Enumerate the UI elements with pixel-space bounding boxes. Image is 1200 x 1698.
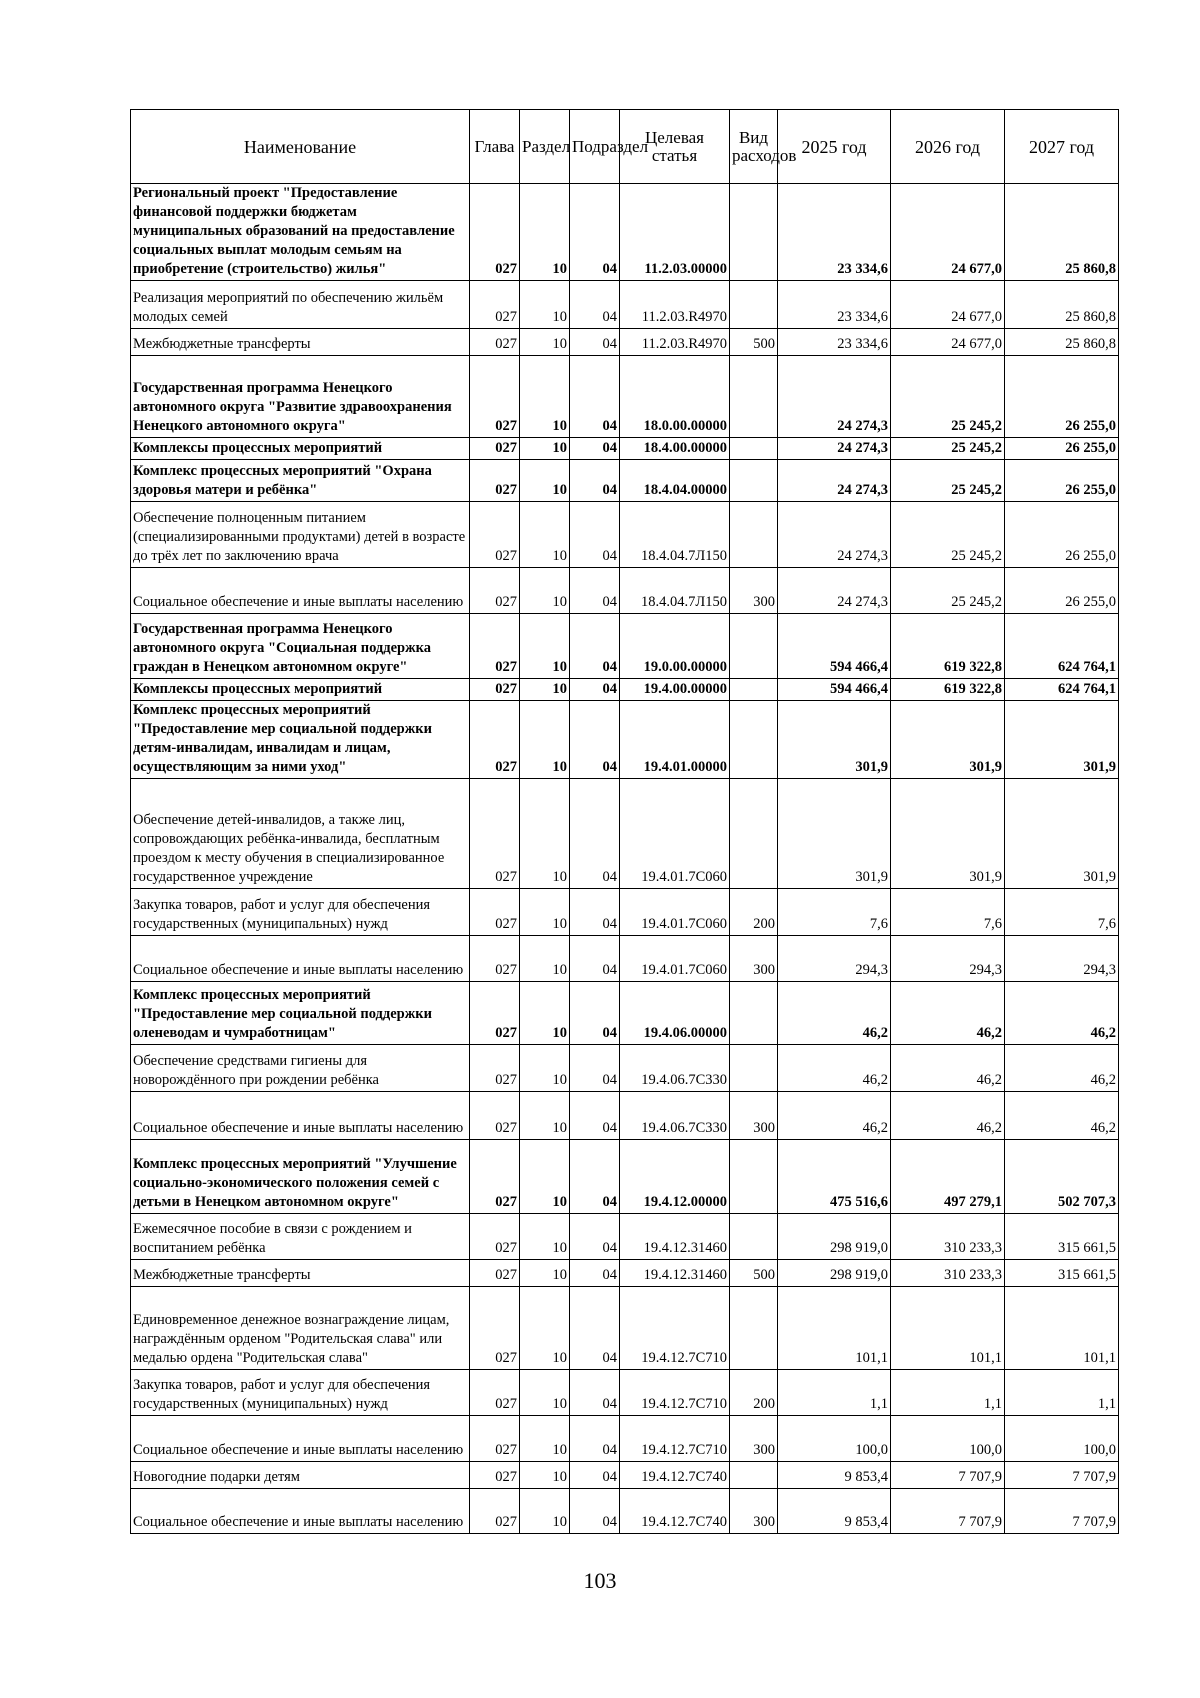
row-name: Ежемесячное пособие в связи с рождением и воспитанием ребёнка [131, 1214, 470, 1260]
row-vid [730, 1462, 778, 1489]
row-vid [730, 460, 778, 502]
row-podrazdel: 04 [570, 701, 620, 779]
row-target: 11.2.03.R4970 [620, 281, 730, 329]
row-target: 18.0.00.00000 [620, 356, 730, 438]
row-target: 19.4.01.7С060 [620, 936, 730, 982]
row-name: Государственная программа Ненецкого автономного округа "Развитие здравоохранения Ненецкого автономного округа" [131, 356, 470, 438]
table-row [131, 1370, 1119, 1416]
row-razdel: 10 [520, 1416, 570, 1462]
row-2027: 315 661,5 [1005, 1260, 1119, 1287]
row-2026: 294,3 [891, 936, 1005, 982]
row-name: Единовременное денежное вознаграждение лицам, награждённым орденом "Родительская слава" или медалью ордена "Родительская слава" [131, 1287, 470, 1370]
row-2026: 46,2 [891, 982, 1005, 1045]
table-row [131, 1462, 1119, 1489]
row-2025: 46,2 [778, 982, 891, 1045]
row-razdel: 10 [520, 679, 570, 701]
row-2027: 25 860,8 [1005, 184, 1119, 281]
row-vid: 300 [730, 1416, 778, 1462]
row-razdel: 10 [520, 568, 570, 614]
row-name: Обеспечение полноценным питанием (специализированными продуктами) детей в возрасте до трёх лет по заключению врача [131, 502, 470, 568]
row-name: Межбюджетные трансферты [131, 329, 470, 356]
row-name: Комплекс процессных мероприятий "Улучшение социально-экономического положения семей с детьми в Ненецком автономном округе" [131, 1140, 470, 1214]
row-glava: 027 [470, 281, 520, 329]
row-name: Новогодние подарки детям [131, 1462, 470, 1489]
row-name: Государственная программа Ненецкого автономного округа "Социальная поддержка граждан в Ненецком автономном округе" [131, 614, 470, 679]
row-2027: 624 764,1 [1005, 614, 1119, 679]
row-2026: 310 233,3 [891, 1260, 1005, 1287]
row-target: 19.4.06.7С330 [620, 1092, 730, 1140]
header-row [131, 110, 1119, 184]
row-2027: 101,1 [1005, 1287, 1119, 1370]
row-2025: 24 274,3 [778, 356, 891, 438]
row-razdel: 10 [520, 1370, 570, 1416]
row-razdel: 10 [520, 1462, 570, 1489]
row-razdel: 10 [520, 889, 570, 936]
row-vid: 300 [730, 1489, 778, 1534]
row-podrazdel: 04 [570, 936, 620, 982]
table-row [131, 281, 1119, 329]
header-vid: Вид расходов [730, 110, 778, 184]
row-2025: 7,6 [778, 889, 891, 936]
row-razdel: 10 [520, 614, 570, 679]
row-target: 19.4.12.31460 [620, 1260, 730, 1287]
row-2026: 619 322,8 [891, 614, 1005, 679]
table-row [131, 1416, 1119, 1462]
row-vid [730, 779, 778, 889]
row-razdel: 10 [520, 1140, 570, 1214]
row-target: 11.2.03.R4970 [620, 329, 730, 356]
row-2027: 315 661,5 [1005, 1214, 1119, 1260]
row-podrazdel: 04 [570, 568, 620, 614]
row-vid [730, 356, 778, 438]
header-glava: Глава [470, 110, 520, 184]
row-name: Социальное обеспечение и иные выплаты населению [131, 568, 470, 614]
row-vid: 200 [730, 889, 778, 936]
row-2025: 46,2 [778, 1092, 891, 1140]
row-2027: 25 860,8 [1005, 281, 1119, 329]
row-2026: 301,9 [891, 779, 1005, 889]
row-podrazdel: 04 [570, 356, 620, 438]
row-razdel: 10 [520, 329, 570, 356]
row-razdel: 10 [520, 356, 570, 438]
row-2025: 100,0 [778, 1416, 891, 1462]
row-2025: 23 334,6 [778, 329, 891, 356]
row-target: 19.4.12.7С710 [620, 1370, 730, 1416]
row-2025: 301,9 [778, 779, 891, 889]
row-razdel: 10 [520, 1489, 570, 1534]
row-2026: 619 322,8 [891, 679, 1005, 701]
row-2026: 7 707,9 [891, 1462, 1005, 1489]
row-glava: 027 [470, 1045, 520, 1092]
row-glava: 027 [470, 1462, 520, 1489]
row-2027: 7 707,9 [1005, 1489, 1119, 1534]
row-podrazdel: 04 [570, 329, 620, 356]
row-2025: 1,1 [778, 1370, 891, 1416]
row-name: Комплекс процессных мероприятий "Предоставление мер социальной поддержки оленеводам и чумработницам" [131, 982, 470, 1045]
header-2026: 2026 год [891, 110, 1005, 184]
row-glava: 027 [470, 1287, 520, 1370]
row-name: Региональный проект "Предоставление финансовой поддержки бюджетам муниципальных образований на предоставление социальных выплат молодым семьям на приобретение (строительство) жилья" [131, 184, 470, 281]
row-2027: 624 764,1 [1005, 679, 1119, 701]
row-2027: 100,0 [1005, 1416, 1119, 1462]
table-row [131, 329, 1119, 356]
row-2027: 46,2 [1005, 1092, 1119, 1140]
row-razdel: 10 [520, 184, 570, 281]
row-2027: 7,6 [1005, 889, 1119, 936]
header-razdel: Раздел [520, 110, 570, 184]
row-vid [730, 1140, 778, 1214]
row-podrazdel: 04 [570, 779, 620, 889]
row-2027: 7 707,9 [1005, 1462, 1119, 1489]
row-glava: 027 [470, 1416, 520, 1462]
row-target: 19.4.06.7С330 [620, 1045, 730, 1092]
row-razdel: 10 [520, 1287, 570, 1370]
row-glava: 027 [470, 982, 520, 1045]
row-target: 18.4.04.00000 [620, 460, 730, 502]
row-podrazdel: 04 [570, 1489, 620, 1534]
row-2025: 594 466,4 [778, 679, 891, 701]
row-name: Закупка товаров, работ и услуг для обеспечения государственных (муниципальных) нужд [131, 1370, 470, 1416]
row-2026: 1,1 [891, 1370, 1005, 1416]
row-target: 19.4.12.00000 [620, 1140, 730, 1214]
row-glava: 027 [470, 502, 520, 568]
row-target: 18.4.04.7Л150 [620, 568, 730, 614]
row-2025: 294,3 [778, 936, 891, 982]
row-glava: 027 [470, 679, 520, 701]
row-vid: 500 [730, 1260, 778, 1287]
row-target: 19.0.00.00000 [620, 614, 730, 679]
row-podrazdel: 04 [570, 1092, 620, 1140]
row-vid [730, 281, 778, 329]
row-2026: 7,6 [891, 889, 1005, 936]
row-glava: 027 [470, 568, 520, 614]
row-2025: 101,1 [778, 1287, 891, 1370]
row-target: 11.2.03.00000 [620, 184, 730, 281]
row-razdel: 10 [520, 982, 570, 1045]
row-2027: 301,9 [1005, 701, 1119, 779]
row-2027: 26 255,0 [1005, 502, 1119, 568]
row-vid [730, 982, 778, 1045]
row-podrazdel: 04 [570, 184, 620, 281]
row-2026: 301,9 [891, 701, 1005, 779]
row-2026: 100,0 [891, 1416, 1005, 1462]
row-2026: 24 677,0 [891, 329, 1005, 356]
row-razdel: 10 [520, 936, 570, 982]
row-2025: 301,9 [778, 701, 891, 779]
row-vid: 300 [730, 568, 778, 614]
row-razdel: 10 [520, 281, 570, 329]
row-glava: 027 [470, 184, 520, 281]
row-glava: 027 [470, 1092, 520, 1140]
row-target: 19.4.00.00000 [620, 679, 730, 701]
row-target: 19.4.12.31460 [620, 1214, 730, 1260]
table-row [131, 701, 1119, 779]
row-target: 19.4.12.7С740 [620, 1462, 730, 1489]
row-glava: 027 [470, 1370, 520, 1416]
row-razdel: 10 [520, 1045, 570, 1092]
row-glava: 027 [470, 1214, 520, 1260]
row-name: Комплекс процессных мероприятий "Охрана здоровья матери и ребёнка" [131, 460, 470, 502]
row-vid [730, 701, 778, 779]
row-2025: 594 466,4 [778, 614, 891, 679]
row-2025: 298 919,0 [778, 1214, 891, 1260]
row-2027: 294,3 [1005, 936, 1119, 982]
table-row [131, 779, 1119, 889]
row-glava: 027 [470, 438, 520, 460]
row-podrazdel: 04 [570, 1416, 620, 1462]
row-name: Социальное обеспечение и иные выплаты населению [131, 1092, 470, 1140]
row-target: 19.4.01.00000 [620, 701, 730, 779]
table-row [131, 460, 1119, 502]
table-row [131, 1140, 1119, 1214]
row-podrazdel: 04 [570, 982, 620, 1045]
row-razdel: 10 [520, 701, 570, 779]
row-razdel: 10 [520, 460, 570, 502]
row-target: 19.4.12.7С710 [620, 1416, 730, 1462]
row-vid [730, 614, 778, 679]
row-podrazdel: 04 [570, 1140, 620, 1214]
row-name: Закупка товаров, работ и услуг для обеспечения государственных (муниципальных) нужд [131, 889, 470, 936]
row-name: Комплексы процессных мероприятий [131, 679, 470, 701]
table-row [131, 568, 1119, 614]
table-row [131, 1045, 1119, 1092]
row-2025: 298 919,0 [778, 1260, 891, 1287]
row-vid [730, 1214, 778, 1260]
header-podrazdel: Подраздел [570, 110, 620, 184]
row-glava: 027 [470, 614, 520, 679]
row-razdel: 10 [520, 1092, 570, 1140]
row-glava: 027 [470, 1140, 520, 1214]
row-2027: 26 255,0 [1005, 460, 1119, 502]
row-2026: 46,2 [891, 1045, 1005, 1092]
row-2025: 24 274,3 [778, 460, 891, 502]
row-vid [730, 184, 778, 281]
row-glava: 027 [470, 1489, 520, 1534]
table-row [131, 614, 1119, 679]
row-2027: 502 707,3 [1005, 1140, 1119, 1214]
row-2026: 24 677,0 [891, 281, 1005, 329]
table-row [131, 1287, 1119, 1370]
row-razdel: 10 [520, 1260, 570, 1287]
row-name: Обеспечение детей-инвалидов, а также лиц, сопровождающих ребёнка-инвалида, бесплатным проездом к месту обучения в специализированное государственное учреждение [131, 779, 470, 889]
row-glava: 027 [470, 356, 520, 438]
row-podrazdel: 04 [570, 1260, 620, 1287]
row-target: 19.4.12.7С710 [620, 1287, 730, 1370]
row-2026: 25 245,2 [891, 438, 1005, 460]
row-glava: 027 [470, 779, 520, 889]
row-2026: 25 245,2 [891, 460, 1005, 502]
row-name: Социальное обеспечение и иные выплаты населению [131, 1416, 470, 1462]
row-2027: 25 860,8 [1005, 329, 1119, 356]
row-razdel: 10 [520, 779, 570, 889]
row-name: Социальное обеспечение и иные выплаты населению [131, 936, 470, 982]
row-name: Реализация мероприятий по обеспечению жильём молодых семей [131, 281, 470, 329]
row-2027: 301,9 [1005, 779, 1119, 889]
row-2027: 26 255,0 [1005, 568, 1119, 614]
row-2025: 23 334,6 [778, 281, 891, 329]
table-row [131, 679, 1119, 701]
table-row [131, 502, 1119, 568]
row-name: Обеспечение средствами гигиены для новорождённого при рождении ребёнка [131, 1045, 470, 1092]
table-row [131, 438, 1119, 460]
table-row [131, 1489, 1119, 1534]
header-2027: 2027 год [1005, 110, 1119, 184]
row-glava: 027 [470, 1260, 520, 1287]
row-podrazdel: 04 [570, 1370, 620, 1416]
row-target: 19.4.06.00000 [620, 982, 730, 1045]
row-2026: 310 233,3 [891, 1214, 1005, 1260]
row-2027: 46,2 [1005, 1045, 1119, 1092]
row-target: 19.4.01.7С060 [620, 779, 730, 889]
table-row [131, 889, 1119, 936]
row-podrazdel: 04 [570, 460, 620, 502]
row-2026: 101,1 [891, 1287, 1005, 1370]
row-podrazdel: 04 [570, 1462, 620, 1489]
table-row [131, 1214, 1119, 1260]
page-number: 103 [583, 1568, 617, 1593]
row-2027: 46,2 [1005, 982, 1119, 1045]
row-razdel: 10 [520, 438, 570, 460]
row-razdel: 10 [520, 502, 570, 568]
row-2027: 26 255,0 [1005, 356, 1119, 438]
row-podrazdel: 04 [570, 1287, 620, 1370]
row-glava: 027 [470, 936, 520, 982]
row-2026: 24 677,0 [891, 184, 1005, 281]
header-name: Наименование [131, 110, 470, 184]
row-name: Комплексы процессных мероприятий [131, 438, 470, 460]
row-vid [730, 1287, 778, 1370]
row-podrazdel: 04 [570, 1045, 620, 1092]
row-glava: 027 [470, 889, 520, 936]
row-2026: 25 245,2 [891, 502, 1005, 568]
header-target: Целевая статья [620, 110, 730, 184]
row-podrazdel: 04 [570, 889, 620, 936]
row-glava: 027 [470, 329, 520, 356]
row-name: Межбюджетные трансферты [131, 1260, 470, 1287]
header-2025: 2025 год [778, 110, 891, 184]
row-target: 18.4.04.7Л150 [620, 502, 730, 568]
row-target: 18.4.00.00000 [620, 438, 730, 460]
row-vid: 200 [730, 1370, 778, 1416]
row-podrazdel: 04 [570, 438, 620, 460]
row-2025: 24 274,3 [778, 438, 891, 460]
row-2027: 26 255,0 [1005, 438, 1119, 460]
row-2025: 475 516,6 [778, 1140, 891, 1214]
row-vid: 300 [730, 936, 778, 982]
row-name: Комплекс процессных мероприятий "Предоставление мер социальной поддержки детям-инвалидам, инвалидам и лицам, осуществляющим за ними уход" [131, 701, 470, 779]
row-vid [730, 438, 778, 460]
row-2026: 7 707,9 [891, 1489, 1005, 1534]
row-2025: 24 274,3 [778, 502, 891, 568]
row-name: Социальное обеспечение и иные выплаты населению [131, 1489, 470, 1534]
row-glava: 027 [470, 460, 520, 502]
row-vid: 300 [730, 1092, 778, 1140]
row-2025: 23 334,6 [778, 184, 891, 281]
row-2026: 25 245,2 [891, 356, 1005, 438]
row-razdel: 10 [520, 1214, 570, 1260]
row-vid [730, 502, 778, 568]
row-vid: 500 [730, 329, 778, 356]
row-podrazdel: 04 [570, 679, 620, 701]
row-2025: 9 853,4 [778, 1489, 891, 1534]
table-row [131, 982, 1119, 1045]
row-vid [730, 1045, 778, 1092]
row-2025: 9 853,4 [778, 1462, 891, 1489]
row-target: 19.4.01.7С060 [620, 889, 730, 936]
row-2025: 24 274,3 [778, 568, 891, 614]
row-vid [730, 679, 778, 701]
row-2026: 25 245,2 [891, 568, 1005, 614]
row-podrazdel: 04 [570, 1214, 620, 1260]
table-row [131, 1092, 1119, 1140]
row-2026: 497 279,1 [891, 1140, 1005, 1214]
table-row [131, 184, 1119, 281]
row-podrazdel: 04 [570, 502, 620, 568]
row-podrazdel: 04 [570, 281, 620, 329]
row-2025: 46,2 [778, 1045, 891, 1092]
budget-table [130, 109, 1119, 1534]
row-glava: 027 [470, 701, 520, 779]
row-target: 19.4.12.7С740 [620, 1489, 730, 1534]
row-podrazdel: 04 [570, 614, 620, 679]
table-row [131, 936, 1119, 982]
table-row [131, 356, 1119, 438]
table-row [131, 1260, 1119, 1287]
row-2027: 1,1 [1005, 1370, 1119, 1416]
row-2026: 46,2 [891, 1092, 1005, 1140]
